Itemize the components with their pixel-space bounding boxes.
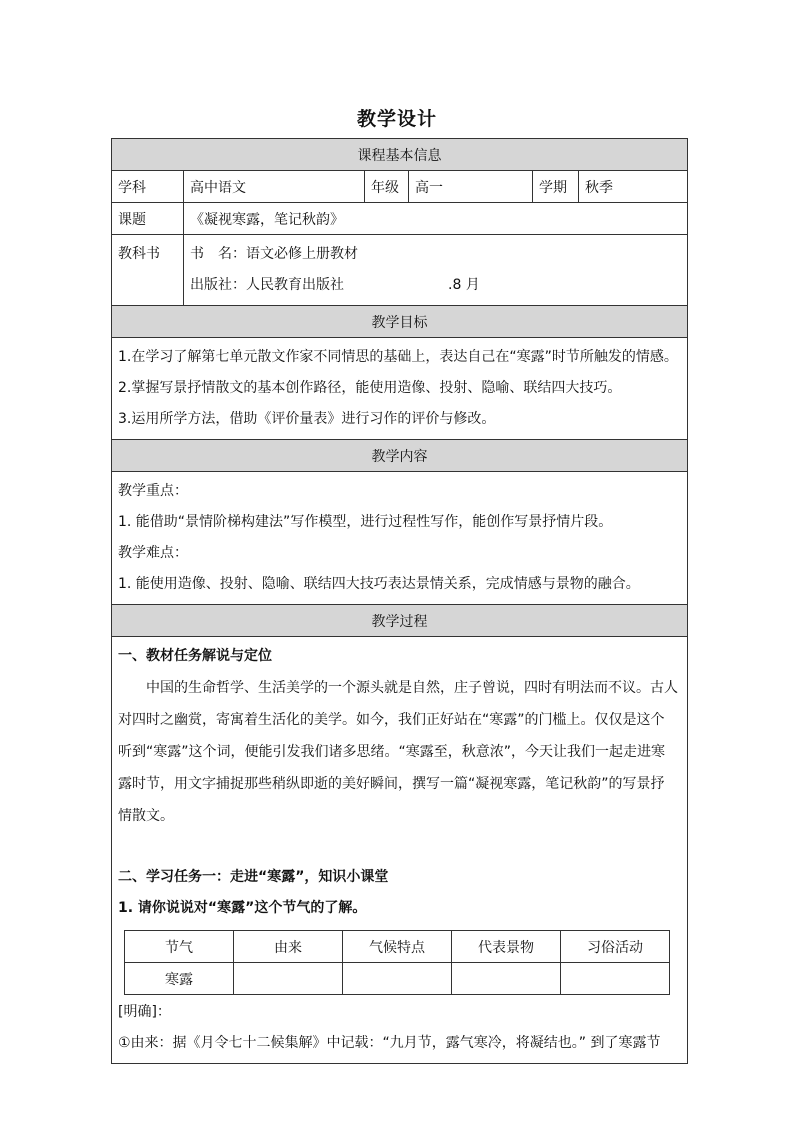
goal-item: 1.在学习了解第七单元散文作家不同情思的基础上，表达自己在“寒露”时节所触发的情感。 [118, 349, 678, 365]
table-header: 气候特点 [343, 931, 452, 963]
goals-cell [112, 338, 688, 440]
term-label: 学期 [533, 171, 579, 203]
table-cell [234, 963, 343, 995]
table-header: 由来 [234, 931, 343, 963]
table-header: 代表景物 [452, 931, 561, 963]
key-point-item: 1. 能借助“景情阶梯构建法”写作模型，进行过程性写作，能创作写景抒情片段。 [118, 514, 613, 530]
part1-heading: 一、教材任务解说与定位 [118, 648, 272, 664]
grade-label: 年级 [365, 171, 409, 203]
table-header: 习俗活动 [561, 931, 670, 963]
table-cell [452, 963, 561, 995]
section-header-basic-info: 课程基本信息 [112, 139, 688, 171]
table-header: 节气 [125, 931, 234, 963]
goal-item: 2.掌握写景抒情散文的基本创作路径，能使用造像、投射、隐喻、联结四大技巧。 [118, 380, 622, 396]
table-cell: 寒露 [125, 963, 234, 995]
subject-value: 高中语文 [184, 171, 365, 203]
difficulty-item: 1. 能使用造像、投射、隐喻、联结四大技巧表达景情关系，完成情感与景物的融合。 [118, 576, 640, 592]
publisher: 出版社：人民教育出版社 [190, 277, 344, 293]
solar-term-table [124, 930, 670, 995]
difficulties-label: 教学难点： [118, 545, 188, 561]
topic-value: 《凝视寒露，笔记秋韵》 [184, 203, 688, 235]
section-header-process: 教学过程 [112, 605, 688, 637]
table-cell [343, 963, 452, 995]
textbook-label: 教科书 [112, 235, 184, 306]
lesson-plan-table [111, 138, 688, 1064]
topic-label: 课题 [112, 203, 184, 235]
part1-line: 中国的生命哲学、生活美学的一个源头就是自然，庄子曾说，四时有明法而不议。古人 [146, 680, 678, 696]
part1-line: 露时节，用文字捕捉那些稍纵即逝的美好瞬间，撰写一篇“凝视寒露，笔记秋韵”的写景抒 [118, 776, 665, 792]
part1-line: 听到“寒露”这个词，便能引发我们诸多思绪。“寒露至，秋意浓”，今天让我们一起走进寒 [118, 744, 666, 760]
publisher-line [190, 270, 681, 301]
section-header-goals: 教学目标 [112, 306, 688, 338]
book-name: 书 名：语文必修上册教材 [190, 246, 358, 262]
key-points-label: 教学重点： [118, 483, 188, 499]
clarify-label: [明确]： [118, 1004, 171, 1020]
part1-line: 情散文。 [118, 808, 174, 824]
origin-line: ①由来：据《月令七十二候集解》中记载：“九月节，露气寒冷，将凝结也。” 到了寒露节 [118, 1035, 661, 1051]
term-value: 秋季 [579, 171, 688, 203]
publish-date: .8 月 [448, 277, 480, 293]
table-cell [561, 963, 670, 995]
question-1: 1. 请你说说对“寒露”这个节气的了解。 [118, 900, 367, 916]
grade-value: 高一 [409, 171, 533, 203]
textbook-info [184, 235, 688, 306]
goal-item: 3.运用所学方法，借助《评价量表》进行习作的评价与修改。 [118, 411, 496, 427]
process-cell [112, 637, 688, 1064]
part2-heading: 二、学习任务一：走进“寒露”，知识小课堂 [118, 869, 389, 885]
subject-label: 学科 [112, 171, 184, 203]
part1-line: 对四时之幽赏，寄寓着生活化的美学。如今，我们正好站在“寒露”的门槛上。仅仅是这个 [118, 712, 665, 728]
document-title: 教学设计 [356, 108, 437, 130]
content-cell [112, 472, 688, 605]
section-header-content: 教学内容 [112, 440, 688, 472]
